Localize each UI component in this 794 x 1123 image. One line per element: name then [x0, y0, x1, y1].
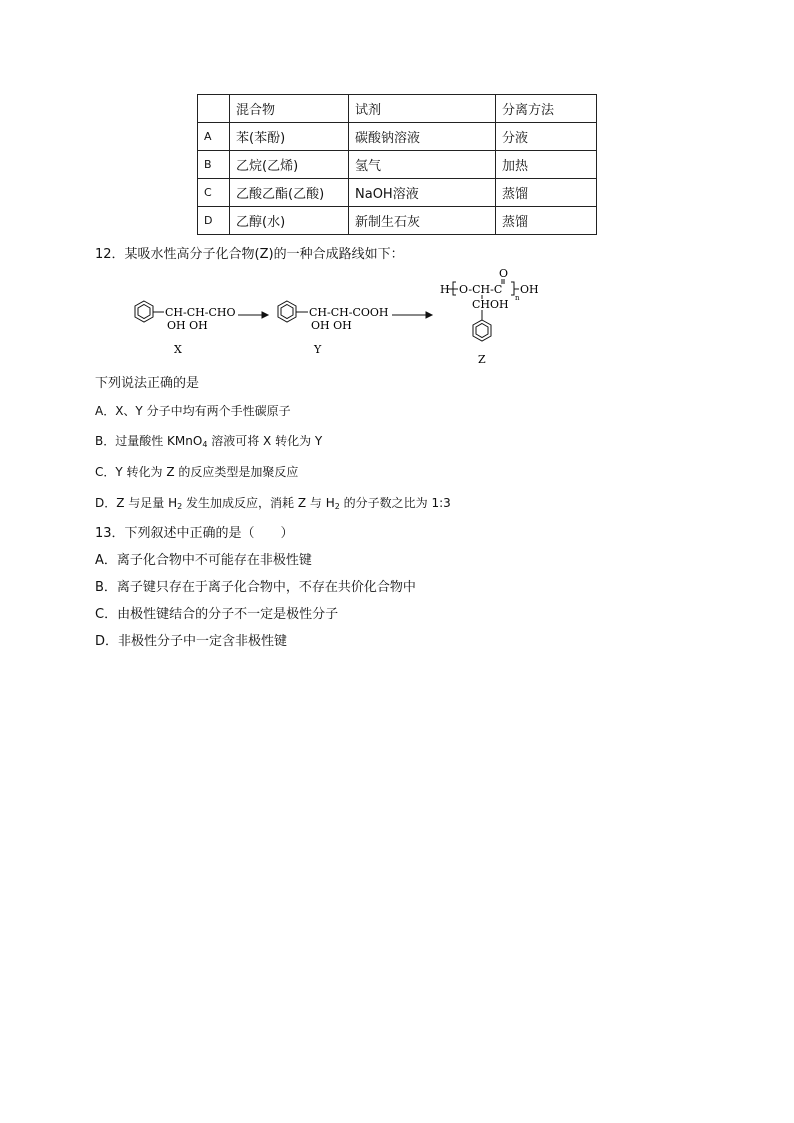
table-row — [198, 179, 597, 207]
table-header-row — [198, 95, 597, 123]
table-cell: D — [198, 207, 230, 235]
table-cell: 蒸馏 — [496, 179, 597, 207]
separation-table — [197, 94, 597, 235]
table-cell: 苯(苯酚) — [230, 123, 349, 151]
table-header-cell: 混合物 — [230, 95, 349, 123]
option-13a: A．离子化合物中不可能存在非极性键 — [95, 553, 312, 568]
z-carbonyl-o-label: O — [499, 267, 509, 280]
question-12-prompt: 下列说法正确的是 — [95, 376, 200, 391]
x-oh-label: OH OH — [167, 319, 208, 332]
option-12c: C．Y 转化为 Z 的反应类型是加聚反应 — [95, 465, 299, 479]
subscript: 2 — [334, 502, 340, 511]
option-12a: A．X、Y 分子中均有两个手性碳原子 — [95, 404, 291, 418]
table-cell: A — [198, 123, 230, 151]
option-text: D．Z 与足量 H — [95, 496, 178, 510]
table-cell: 新制生石灰 — [349, 207, 496, 235]
synthesis-scheme — [120, 262, 560, 370]
subscript: 4 — [202, 440, 208, 449]
table-cell: 蒸馏 — [496, 207, 597, 235]
table-row — [198, 207, 597, 235]
option-13b: B．离子键只存在于离子化合物中，不存在共价化合物中 — [95, 580, 416, 595]
table-header-cell — [198, 95, 230, 123]
option-text: 发生加成反应，消耗 Z 与 H — [182, 496, 335, 510]
table-cell: C — [198, 179, 230, 207]
compound-x-label: X — [174, 343, 182, 356]
z-h-label: H — [440, 283, 450, 296]
table-cell: NaOH溶液 — [349, 179, 496, 207]
option-13d: D．非极性分子中一定含非极性键 — [95, 634, 288, 649]
table-cell: 碳酸钠溶液 — [349, 123, 496, 151]
benzene-ring-z — [473, 320, 491, 341]
x-chain-label: CH-CH-CHO — [165, 306, 236, 319]
option-text: 溶液可将 X 转化为 Y — [207, 434, 323, 448]
table-header-cell: 分离方法 — [496, 95, 597, 123]
reaction-arrow-2 — [392, 312, 432, 318]
y-chain-label: CH-CH-COOH — [309, 306, 389, 319]
table-cell: 分液 — [496, 123, 597, 151]
table-cell: 乙酸乙酯(乙酸) — [230, 179, 349, 207]
option-12d — [95, 494, 451, 511]
table-cell: 氢气 — [349, 151, 496, 179]
benzene-ring-x — [135, 301, 164, 322]
table-cell: 乙烷(乙烯) — [230, 151, 349, 179]
table-row — [198, 123, 597, 151]
question-13-stem: 13．下列叙述中正确的是（ ） — [95, 526, 294, 541]
z-oh-label: OH — [520, 283, 539, 296]
z-n-subscript: n — [515, 294, 520, 302]
table-cell: 乙醇(水) — [230, 207, 349, 235]
compound-z-label: Z — [478, 353, 486, 366]
reaction-arrow-1 — [238, 312, 268, 318]
option-13c: C．由极性键结合的分子不一定是极性分子 — [95, 607, 339, 622]
option-text: B．过量酸性 KMnO — [95, 434, 203, 448]
question-12-stem: 12．某吸水性高分子化合物(Z)的一种合成路线如下： — [95, 247, 404, 262]
compound-y-label: Y — [314, 343, 322, 356]
y-oh-label: OH OH — [311, 319, 352, 332]
table-cell: 加热 — [496, 151, 597, 179]
table-cell: B — [198, 151, 230, 179]
option-text: 的分子数之比为 1:3 — [339, 496, 451, 510]
option-12b — [95, 432, 322, 449]
z-choh-label: CHOH — [472, 298, 509, 311]
z-chain-label: O-CH-C — [459, 283, 503, 296]
table-row — [198, 151, 597, 179]
subscript: 2 — [177, 502, 183, 511]
benzene-ring-y — [278, 301, 308, 322]
table-header-cell: 试剂 — [349, 95, 496, 123]
